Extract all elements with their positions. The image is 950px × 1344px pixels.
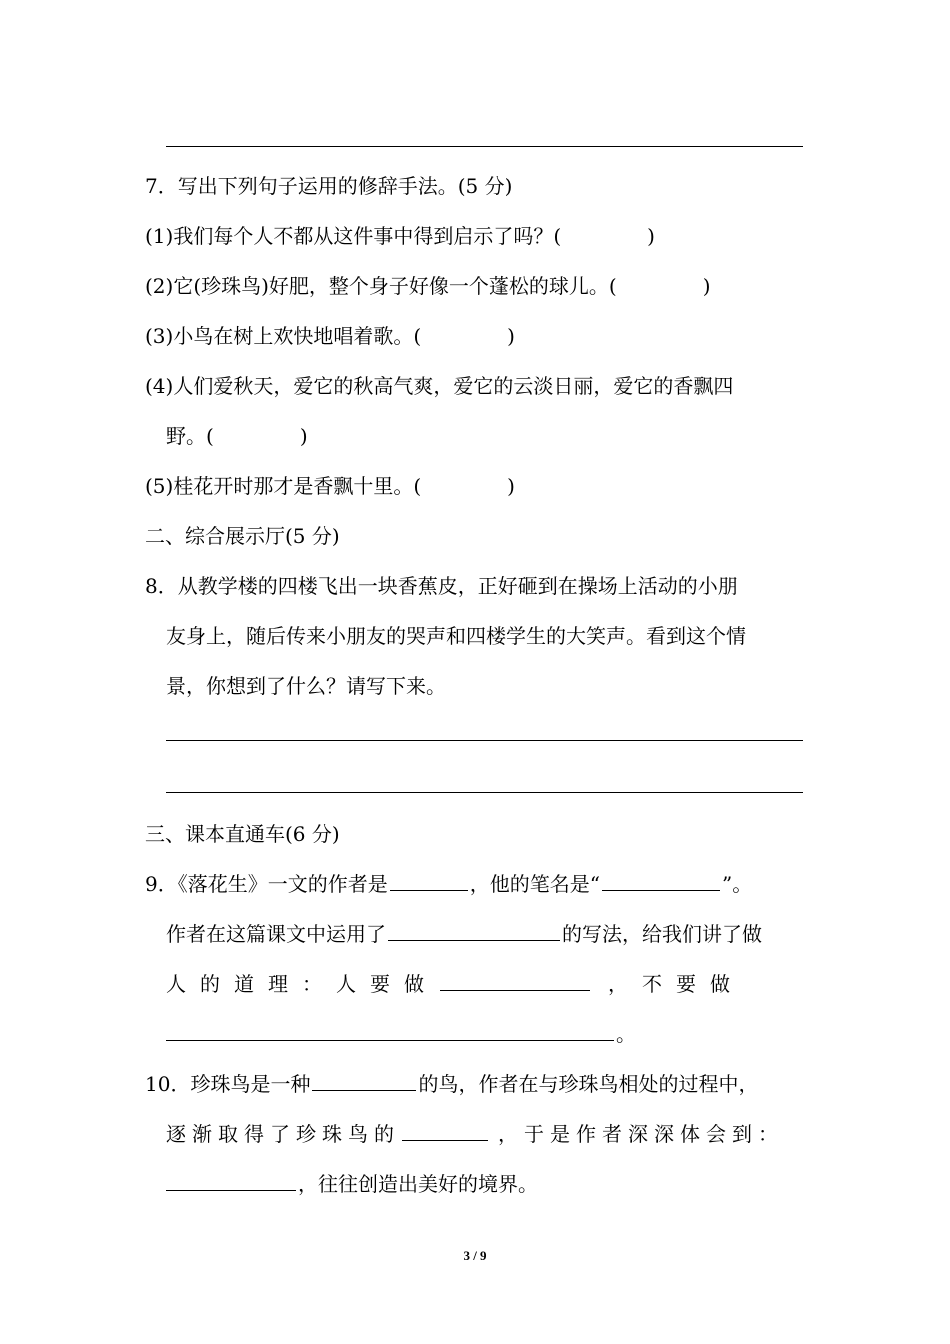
section-3-heading: 三、课本直通车(6 分) xyxy=(145,822,340,846)
q7-item-4-cont-text: 野。( xyxy=(166,424,214,448)
section-2-heading: 二、综合展示厅(5 分) xyxy=(145,524,340,548)
q10-blank-insight xyxy=(166,1170,296,1191)
q9-line-4 xyxy=(166,1020,636,1048)
q7-item-1-text: (1)我们每个人不都从这件事中得到启示了吗？( xyxy=(145,224,562,248)
q7-item-4-close: ) xyxy=(299,424,308,448)
q10-line-1 xyxy=(145,1070,758,1098)
q7-item-2-text: (2)它(珍珠鸟)好肥，整个身子好像一个蓬松的球儿。( xyxy=(145,274,617,298)
q7-item-1 xyxy=(145,222,655,250)
q9-line-3 xyxy=(166,970,744,998)
q7-item-3-text: (3)小鸟在树上欢快地唱着歌。( xyxy=(145,324,422,348)
q7-item-4-cont xyxy=(166,422,308,450)
q9-line-1 xyxy=(145,870,752,898)
q10-text-a2: 的鸟，作者在与珍珠鸟相处的过程中， xyxy=(418,1072,759,1096)
q9-blank-author xyxy=(390,870,468,891)
answer-line xyxy=(166,146,803,147)
q7-item-2 xyxy=(145,272,711,300)
q9-text-c2: ，不要做 xyxy=(608,972,744,996)
q9-blank-method xyxy=(388,920,560,941)
page-number: 3 / 9 xyxy=(463,1248,487,1263)
q9-blank-should xyxy=(440,970,590,991)
q10-blank-kind xyxy=(312,1070,416,1091)
q9-text-a1: 9．《落花生》一文的作者是 xyxy=(145,872,388,896)
q7-item-5 xyxy=(145,472,515,500)
q10-line-3 xyxy=(166,1170,538,1198)
q10-line-2 xyxy=(166,1120,784,1148)
q10-text-a1: 10．珍珠鸟是一种 xyxy=(145,1072,311,1096)
q8-answer-line-2 xyxy=(166,792,803,793)
q9-text-a3: ”。 xyxy=(721,872,753,896)
question-7-title: 7．写出下列句子运用的修辞手法。(5 分) xyxy=(145,174,513,198)
q7-item-4: (4)人们爱秋天，爱它的秋高气爽，爱它的云淡日丽，爱它的香飘四 xyxy=(145,374,734,398)
q8-line-2: 友身上，随后传来小朋友的哭声和四楼学生的大笑声。看到这个情 xyxy=(166,624,746,648)
q9-text-d2: 。 xyxy=(616,1022,636,1046)
q8-answer-line-1 xyxy=(166,740,803,741)
q9-line-2 xyxy=(166,920,762,948)
q8-line-1: 8．从教学楼的四楼飞出一块香蕉皮，正好砸到在操场上活动的小朋 xyxy=(145,574,738,598)
q10-blank-trust xyxy=(402,1120,488,1141)
q7-item-3-close: ) xyxy=(507,324,515,348)
q9-text-b1: 作者在这篇课文中运用了 xyxy=(166,922,386,946)
q7-item-3 xyxy=(145,322,515,350)
q10-text-b1: 逐渐取得了珍珠鸟的 xyxy=(166,1122,400,1146)
q9-blank-shouldnot xyxy=(166,1020,614,1041)
q9-text-c1: 人的道理：人要做 xyxy=(166,972,438,996)
q8-line-3: 景，你想到了什么？请写下来。 xyxy=(166,674,446,698)
q9-text-a2: ，他的笔名是“ xyxy=(469,872,600,896)
q9-blank-penname xyxy=(602,870,720,891)
q7-item-1-close: ) xyxy=(647,224,655,248)
q10-text-b2: ，于是作者深深体会到： xyxy=(498,1122,784,1146)
q7-item-5-text: (5)桂花开时那才是香飘十里。( xyxy=(145,474,422,498)
q7-item-2-close: ) xyxy=(702,274,711,298)
q7-item-5-close: ) xyxy=(507,474,515,498)
q9-text-b2: 的写法，给我们讲了做 xyxy=(562,922,762,946)
q10-text-c2: ，往往创造出美好的境界。 xyxy=(298,1172,538,1196)
